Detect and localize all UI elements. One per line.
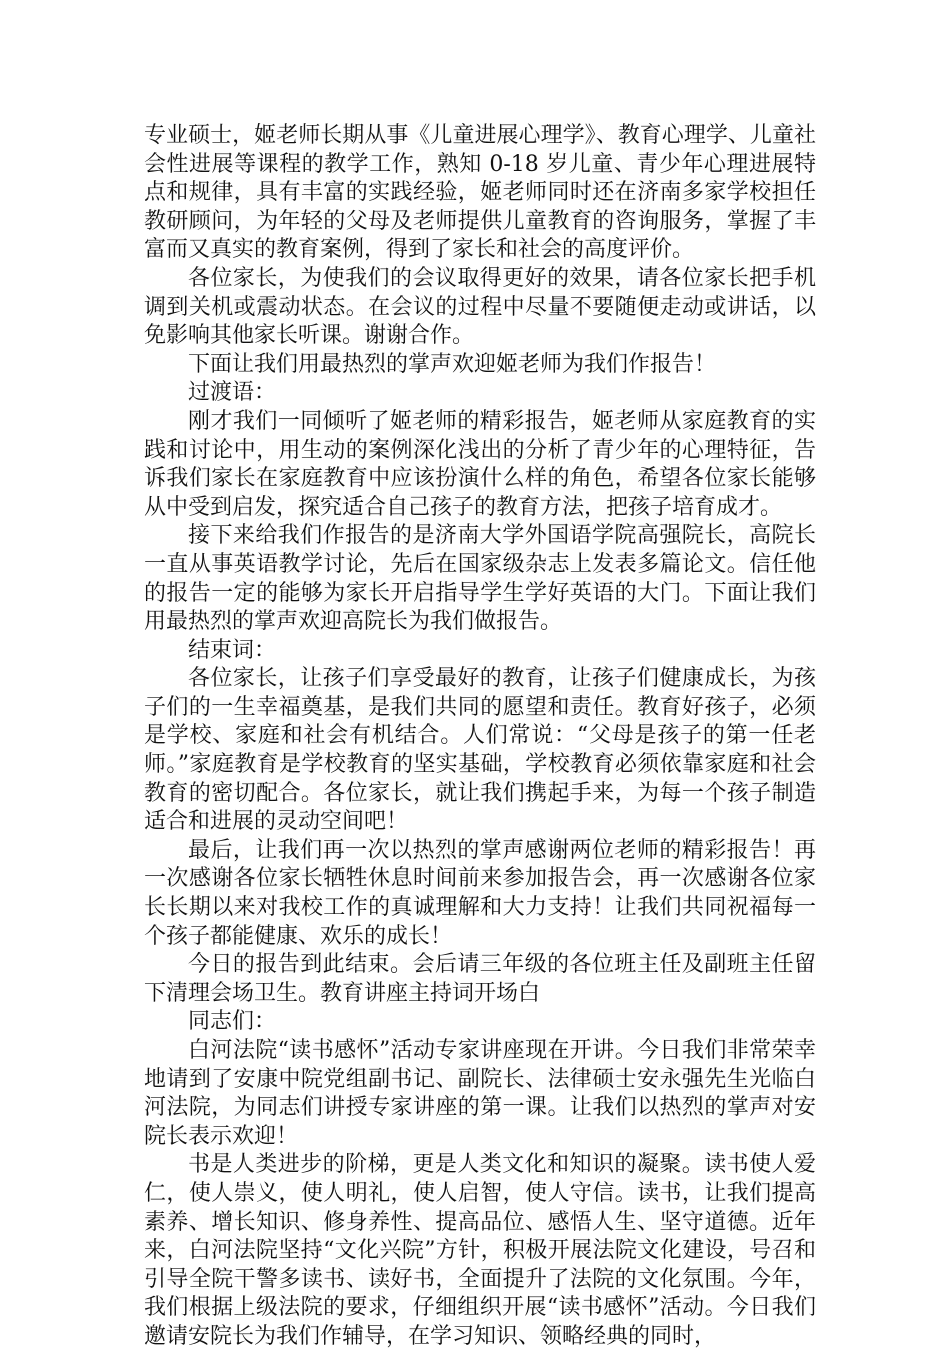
heading-transition: 过渡语： <box>188 380 277 406</box>
paragraph-closing-remarks: 各位家长，让孩子们享受最好的教育，让孩子们健康成长，为孩子们的一生幸福奠基，是我们共同的愿望和责任。教育好孩子，必须是学校、家庭和社会有机结合。人们常说：“父母是孩子的第一任老师。”家庭教育是学校教育的坚实基础，学校教育必须依靠家庭和社会教育的密切配合。各位家长，就让我们携起手来，为每一个孩子制造适合和进展的灵动空间吧！ <box>144 666 816 835</box>
paragraph-conclusion: 今日的报告到此结束。会后请三年级的各位班主任及副班主任留下清理会场卫生。教育讲座主持词开场白 <box>144 952 816 1006</box>
paragraph-phone-notice: 各位家长，为使我们的会议取得更好的效果，请各位家长把手机调到关机或震动状态。在会议的过程中尽量不要随便走动或讲话，以免影响其他家长听课。谢谢合作。 <box>144 265 816 349</box>
paragraph-reading-culture: 书是人类进步的阶梯，更是人类文化和知识的凝聚。读书使人爱仁，使人崇义，使人明礼，使人启智，使人守信。读书，让我们提高素养、增长知识、修身养性、提高品位、感悟人生、坚守道德。近年来，白河法院坚持“文化兴院”方针，积极开展法院文化建设，号召和引导全院干警多读书、读好书，全面提升了法院的文化氛围。今年，我们根据上级法院的要求，仔细组织开展“读书感怀”活动。今日我们邀请安院长为我们作辅导，在学习知识、领略经典的同时， <box>144 1152 816 1349</box>
paragraph-thanks: 最后，让我们再一次以热烈的掌声感谢两位老师的精彩报告！再一次感谢各位家长牺牲休息时间前来参加报告会，再一次感谢各位家长长期以来对我校工作的真诚理解和大力支持！让我们共同祝福每一个孩子都能健康、欢乐的成长！ <box>144 837 816 949</box>
paragraph-introduce-gao: 接下来给我们作报告的是济南大学外国语学院高强院长，高院长一直从事英语教学讨论，先后在国家级杂志上发表多篇论文。信任他的报告一定的能够为家长开启指导学生学好英语的大门。下面让我们用最热烈的掌声欢迎高院长为我们做报告。 <box>144 523 816 635</box>
document-body <box>144 122 816 1352</box>
paragraph-lecture-opening: 白河法院“读书感怀”活动专家讲座现在开讲。今日我们非常荣幸地请到了安康中院党组副书记、副院长、法律硕士安永强先生光临白河法院，为同志们讲授专家讲座的第一课。让我们以热烈的掌声对安院长表示欢迎！ <box>144 1038 816 1149</box>
heading-closing: 结束词： <box>188 637 277 663</box>
heading-comrades: 同志们： <box>188 1009 277 1035</box>
paragraph-welcome-ji: 下面让我们用最热烈的掌声欢迎姬老师为我们作报告！ <box>188 351 717 377</box>
paragraph-transition-summary: 刚才我们一同倾听了姬老师的精彩报告，姬老师从家庭教育的实践和讨论中，用生动的案例深化浅出的分析了青少年的心理特征，告诉我们家长在家庭教育中应该扮演什么样的角色，希望各位家长能够从中受到启发，探究适合自己孩子的教育方法，把孩子培育成才。 <box>144 408 816 520</box>
paragraph-continuation: 专业硕士，姬老师长期从事《儿童进展心理学》、教育心理学、儿童社会性进展等课程的教学工作，熟知 0-18 岁儿童、青少年心理进展特点和规律，具有丰富的实践经验，姬老师同时还在济南多家学校担任教研顾问，为年轻的父母及老师提供儿童教育的咨询服务，掌握了丰富而又真实的教育案例，得到了家长和社会的高度评价。 <box>144 123 816 263</box>
